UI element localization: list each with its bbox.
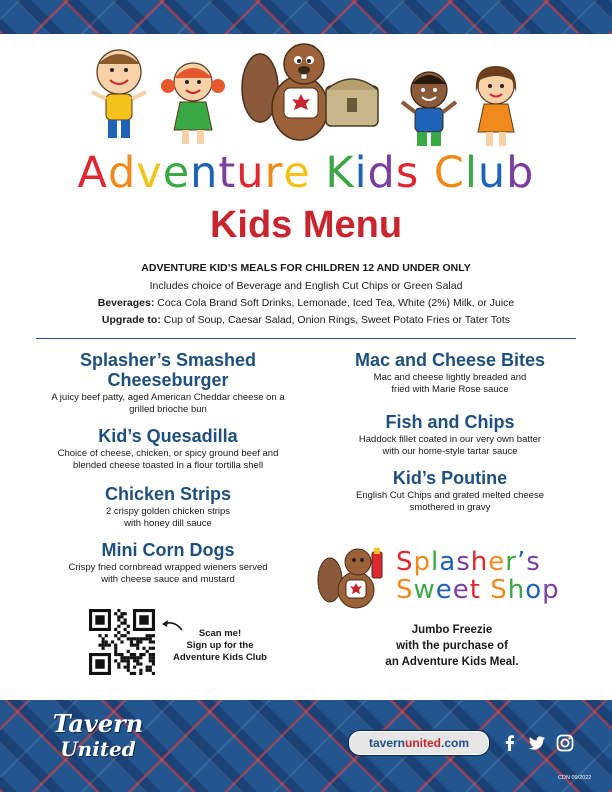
menu-item-cheeseburger xyxy=(40,350,296,416)
section-divider xyxy=(36,338,576,339)
club-title-letter: n xyxy=(190,148,219,198)
club-title-letter: e xyxy=(283,148,311,198)
instagram-icon[interactable] xyxy=(555,733,575,753)
signup-qr-code[interactable] xyxy=(89,609,155,675)
sweet-title-letter: l xyxy=(431,547,440,577)
sweet-title-letter: p xyxy=(542,575,560,605)
scan-title: Scan me! xyxy=(198,628,242,639)
menu-item-desc: English Cut Chips and grated melted cheese smothered in gravy xyxy=(355,490,544,513)
website-link[interactable] xyxy=(349,731,489,755)
menu-item-name: Fish and Chips xyxy=(385,412,515,432)
freezie-line3: an Adventure Kids Meal. xyxy=(385,656,519,668)
menu-item-name: Chicken Strips xyxy=(104,484,232,504)
sweet-title-letter: p xyxy=(413,547,432,577)
upgrade-label: Upgrade to: xyxy=(101,314,161,326)
twitter-icon[interactable] xyxy=(527,733,547,753)
club-title-letter: C xyxy=(433,148,465,198)
tavern-united-logo-line1: Tavern xyxy=(52,709,144,738)
club-title-letter xyxy=(419,148,434,198)
upgrade-text: Cup of Soup, Caesar Salad, Onion Rings, Sweet Potato Fries or Tater Tots xyxy=(160,314,511,326)
club-title-letter: u xyxy=(236,148,265,198)
sweet-title-letter: o xyxy=(525,575,543,605)
freezie-line2: with the purchase of xyxy=(396,640,508,652)
kids-menu-title: Kids Menu xyxy=(209,204,403,246)
club-title-letter: t xyxy=(218,148,237,198)
menu-item-name: Splasher’s Smashed Cheeseburger xyxy=(79,350,257,390)
sweet-title-letter: S xyxy=(396,547,414,577)
beverages-text: Coca Cola Brand Soft Drinks, Lemonade, Iced Tea, White (2%) Milk, or Juice xyxy=(154,297,515,309)
sweet-title-letter: s xyxy=(456,547,471,577)
beverages-label: Beverages: xyxy=(97,297,155,309)
sweet-title-letter: t xyxy=(469,575,481,605)
tavern-united-logo-line2: United xyxy=(60,737,136,761)
facebook-icon[interactable] xyxy=(500,733,520,753)
menu-item-name: Mini Corn Dogs xyxy=(101,540,235,560)
sweet-title-letter: S xyxy=(490,575,508,605)
menu-item-corn-dogs xyxy=(40,540,296,586)
sweet-shop-title xyxy=(396,548,596,604)
url-brand: united xyxy=(405,736,441,750)
menu-item-mac-cheese-bites xyxy=(322,350,578,396)
url-prefix: tavern xyxy=(368,736,405,750)
club-title-letter: r xyxy=(264,148,284,198)
menu-item-desc: Mac and cheese lightly breaded and fried with Marie Rose sauce xyxy=(373,372,527,395)
menu-item-desc: 2 crispy golden chicken strips with honey dill sauce xyxy=(105,506,231,529)
menu-item-fish-chips xyxy=(322,412,578,458)
club-title-letter: d xyxy=(107,148,137,198)
menu-item-name: Kid’s Poutine xyxy=(392,468,508,488)
top-plaid-border xyxy=(0,0,612,34)
beaver-freezie-illustration xyxy=(314,544,394,610)
beaver-mascot-treasure-illustration xyxy=(238,38,384,148)
sweet-title-letter: e xyxy=(452,575,470,605)
sweet-title-letter: ’ xyxy=(516,547,527,577)
club-title-letter: s xyxy=(395,148,420,198)
document-code: CDN 09/2022 xyxy=(558,775,592,781)
adventure-kids-club-title xyxy=(0,148,612,198)
menu-item-chicken-strips xyxy=(40,484,296,530)
menu-item-name: Kid’s Quesadilla xyxy=(98,426,238,446)
scan-line2: Sign up for the xyxy=(186,640,254,651)
sweet-title-letter: h xyxy=(507,575,526,605)
beverages-line xyxy=(40,297,572,309)
kid-girl-red-hair-illustration xyxy=(160,56,226,148)
menu-item-name: Mac and Cheese Bites xyxy=(354,350,546,370)
sweet-shop-title-line1 xyxy=(396,548,596,576)
kid-boy-dark-illustration xyxy=(398,66,460,152)
menu-item-desc: Haddock fillet coated in our very own batter with our home-style tartar sauce xyxy=(358,434,542,457)
sweet-title-letter: e xyxy=(435,575,453,605)
sweet-title-letter: r xyxy=(505,547,517,577)
menu-item-desc: Crispy fried cornbread wrapped wieners served with cheese sauce and mustard xyxy=(68,562,268,585)
url-suffix: .com xyxy=(441,736,470,750)
scan-cta xyxy=(160,628,280,664)
sweet-title-letter: h xyxy=(470,547,489,577)
age-restriction-line: ADVENTURE KID’S MEALS FOR CHILDREN 12 AND UNDER ONLY xyxy=(141,262,471,274)
club-title-letter: v xyxy=(136,148,163,198)
sweet-title-letter: e xyxy=(488,547,506,577)
menu-item-poutine xyxy=(322,468,578,514)
upgrade-line xyxy=(40,314,572,326)
menu-item-desc: A juicy beef patty, aged American Cheddar cheese on a grilled brioche bun xyxy=(51,392,285,415)
menu-item-desc: Choice of cheese, chicken, or spicy ground beef and blended cheese toasted in a flour tortilla shell xyxy=(57,448,279,471)
club-title-letter: K xyxy=(325,148,355,198)
club-title-letter: A xyxy=(77,148,108,198)
club-title-letter: u xyxy=(477,148,507,198)
sweet-title-letter xyxy=(481,575,490,605)
kid-boy-illustration xyxy=(88,44,150,144)
club-title-letter: b xyxy=(506,148,535,198)
sweet-shop-title-line2 xyxy=(396,576,596,604)
kid-girl-brown-hair-illustration xyxy=(466,60,526,152)
club-title-letter: e xyxy=(162,148,191,198)
scan-line3: Adventure Kids Club xyxy=(173,652,267,663)
club-title-letter: i xyxy=(354,148,368,198)
club-title-letter: l xyxy=(464,148,478,198)
menu-item-quesadilla xyxy=(40,426,296,472)
sweet-title-letter: a xyxy=(439,547,457,577)
freezie-line1: Jumbo Freezie xyxy=(411,624,493,636)
sweet-title-letter: s xyxy=(526,547,541,577)
sweet-title-letter: S xyxy=(396,575,414,605)
club-title-letter xyxy=(311,148,326,198)
includes-line: Includes choice of Beverage and English Cut Chips or Green Salad xyxy=(149,280,463,292)
club-title-letter: d xyxy=(367,148,396,198)
sweet-title-letter: w xyxy=(413,575,436,605)
freezie-offer xyxy=(352,622,552,670)
